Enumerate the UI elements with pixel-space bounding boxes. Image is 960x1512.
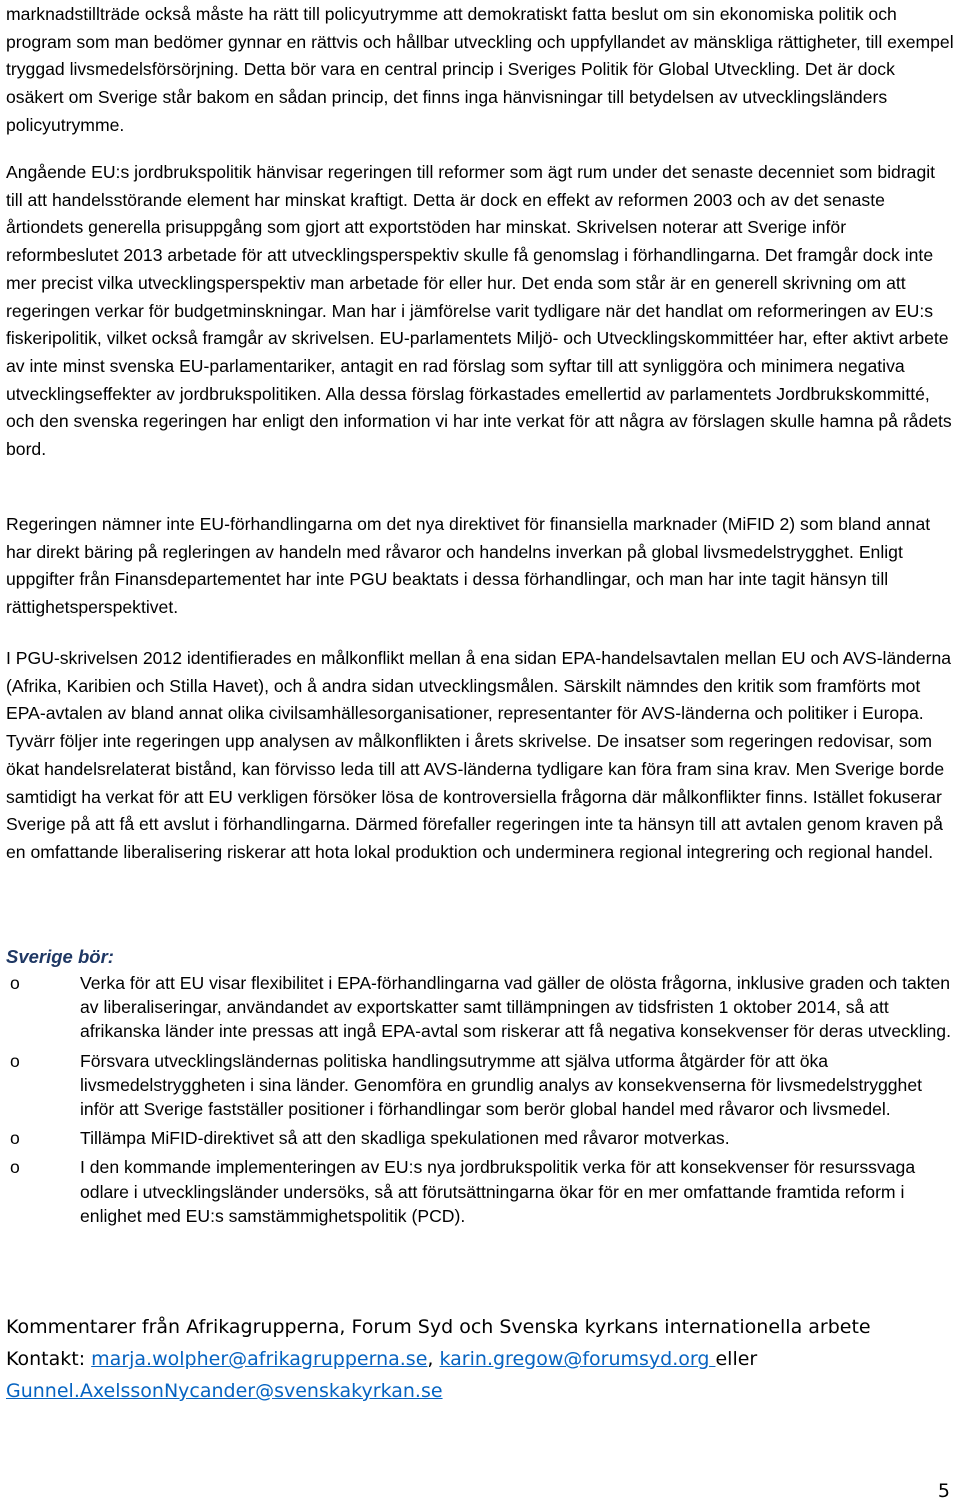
recommendations-list (0, 971, 956, 1228)
paragraph-mifid: Regeringen nämner inte EU-förhandlingarna om det nya direktivet för finansiella marknader (MiFID 2) som bland annat har direkt bäring på regleringen av handeln med råvaror och handelns inverkan på global livsmedelstrygghet. Enligt uppgifter från Finansdepartementet har inte PGU beaktats i dessa förhandlingar, och man har inte tagit hänsyn till rättighetsperspektivet. (6, 514, 931, 618)
bullet-marker: o (10, 1050, 20, 1071)
email-link-svenskakyrkan[interactable]: Gunnel.AxelssonNycander@svenskakyrkan.se (6, 1380, 443, 1402)
bullet-marker: o (10, 1157, 20, 1178)
list-item (0, 971, 956, 1044)
list-item-text: Tillämpa MiFID-direktivet så att den skadliga spekulationen med råvaror motverkas. (80, 1128, 730, 1149)
bullet-marker: o (10, 1128, 20, 1149)
list-item (0, 1155, 956, 1228)
bullet-marker: o (10, 973, 20, 993)
list-item (0, 1126, 956, 1150)
email-link-forumsyd[interactable]: karin.gregow@forumsyd.org (439, 1348, 716, 1370)
contact-line-2 (6, 1375, 956, 1407)
contact-footer (6, 1311, 956, 1407)
list-item-text: Verka för att EU visar flexibilitet i EPA-förhandlingarna vad gäller de olösta frågorna, inklusive graden och takten av liberaliseringar, användandet av exportskatter samt tillämpningen av tidsfristen 1 oktober 2014, så att afrikanska länder inte pressas att ingå EPA-avtal som riskerar att få negativa konsekvenser för deras utveckling. (80, 973, 951, 1042)
list-item-text: I den kommande implementeringen av EU:s nya jordbrukspolitik verka för att konsekvenser för resurssvaga odlare i utvecklingsländer undersöks, så att förutsättningarna ökar för en mer omfattande framtida reform i enlighet med EU:s samstämmighetspolitik (PCD). (80, 1157, 916, 1226)
contact-label: Kontakt: (6, 1348, 92, 1370)
comment-line: Kommentarer från Afrikagrupperna, Forum Syd och Svenska kyrkans internationella arbete (6, 1316, 871, 1338)
separator: , (427, 1348, 440, 1370)
page-number: 5 (937, 1480, 950, 1502)
email-link-afrikagrupperna[interactable]: marja.wolpher@afrikagrupperna.se (91, 1348, 428, 1370)
paragraph-agricultural-policy: Angående EU:s jordbrukspolitik hänvisar regeringen till reformer som ägt rum under det senaste decenniet som bidragit till att handelsstörande element har minskat kraftigt. Detta är dock en effekt av reformen 2003 och av det senaste årtiondets generella prisuppgång som gjort att exportstöden har minskat. Skrivelsen noterar att Sverige inför reformbeslutet 2013 arbetade för att utvecklingsperspektiv skulle få genomslag i förhandlingarna. Det framgår dock inte mer precist vilka utvecklingsperspektiv man arbetade för eller hur. Det enda som står är en generell skrivning om att regeringen verkar för budgetminskningar. Man har i jämförelse varit tydligare när det handlat om reformeringen av EU:s fiskeripolitik, vilket också framgår av skrivelsen. EU-parlamentets Miljö- och Utvecklingskommittéer har, efter aktivt arbete av inte minst svenska EU-parlamentariker, antagit en rad förslag som syftar till att synliggöra och minimera negativa utvecklingseffekter av jordbrukspolitiken. Alla dessa förslag förkastades emellertid av parlamentets Jordbrukskommitté, och den svenska regeringen har enligt den information vi har inte verkat för att några av förslagen skulle hamna på rådets bord. (6, 162, 952, 460)
paragraph-policy-space: marknadstillträde också måste ha rätt till policyutrymme att demokratiskt fatta beslut om sin ekonomiska politik och program som man bedömer gynnar en rättvis och hållbar utveckling och uppfyllandet av mänskliga rättigheter, till exempel tryggad livsmedelsförsörjning. Detta bör vara en central princip i Sveriges Politik för Global Utveckling. Det är dock osäkert om Sverige står bakom en sådan princip, det finns inga hänvisningar till betydelsen av utvecklingsländers policyutrymme. (6, 4, 954, 135)
or-text: eller (715, 1348, 758, 1370)
list-item-text: Försvara utvecklingsländernas politiska handlingsutrymme att själva utforma åtgärder för att öka livsmedelstryggheten i sina länder. Genomföra en grundlig analys av konsekvenserna för livsmedelstrygghet inför att Sverige fastställer positioner i förhandlingar som berör global handel med råvaror och livsmedel. (80, 1050, 923, 1120)
paragraph-epa: I PGU-skrivelsen 2012 identifierades en målkonflikt mellan å ena sidan EPA-handelsavtalen mellan EU och AVS-länderna (Afrika, Karibien och Stilla Havet), och å andra sidan utvecklingsmålen. Särskilt nämndes den kritik som framförts mot EPA-avtalen av bland annat olika civilsamhällesorganisationer, representanter för AVS-länderna och politiker i Europa. Tyvärr följer inte regeringen upp analysen av målkonflikten i årets skrivelse. De insatser som regeringen redovisar, som ökat handelsrelaterat bistånd, kan förvisso leda till att AVS-länderna tydligare kan föra fram sina krav. Men Sverige borde samtidigt ha verkat för att EU verkligen försöker lösa de kontroversiella frågorna där målkonflikter finns. Istället fokuserar Sverige på att få ett avslut i förhandlingarna. Därmed förefaller regeringen inte ta hänsyn till att avtalen genom kraven på en omfattande liberalisering riskerar att hota lokal produktion och underminera regional integrering och regional handel. (6, 648, 952, 862)
contact-line (6, 1343, 956, 1375)
recommendations-heading: Sverige bör: (6, 946, 114, 967)
list-item (0, 1049, 956, 1122)
